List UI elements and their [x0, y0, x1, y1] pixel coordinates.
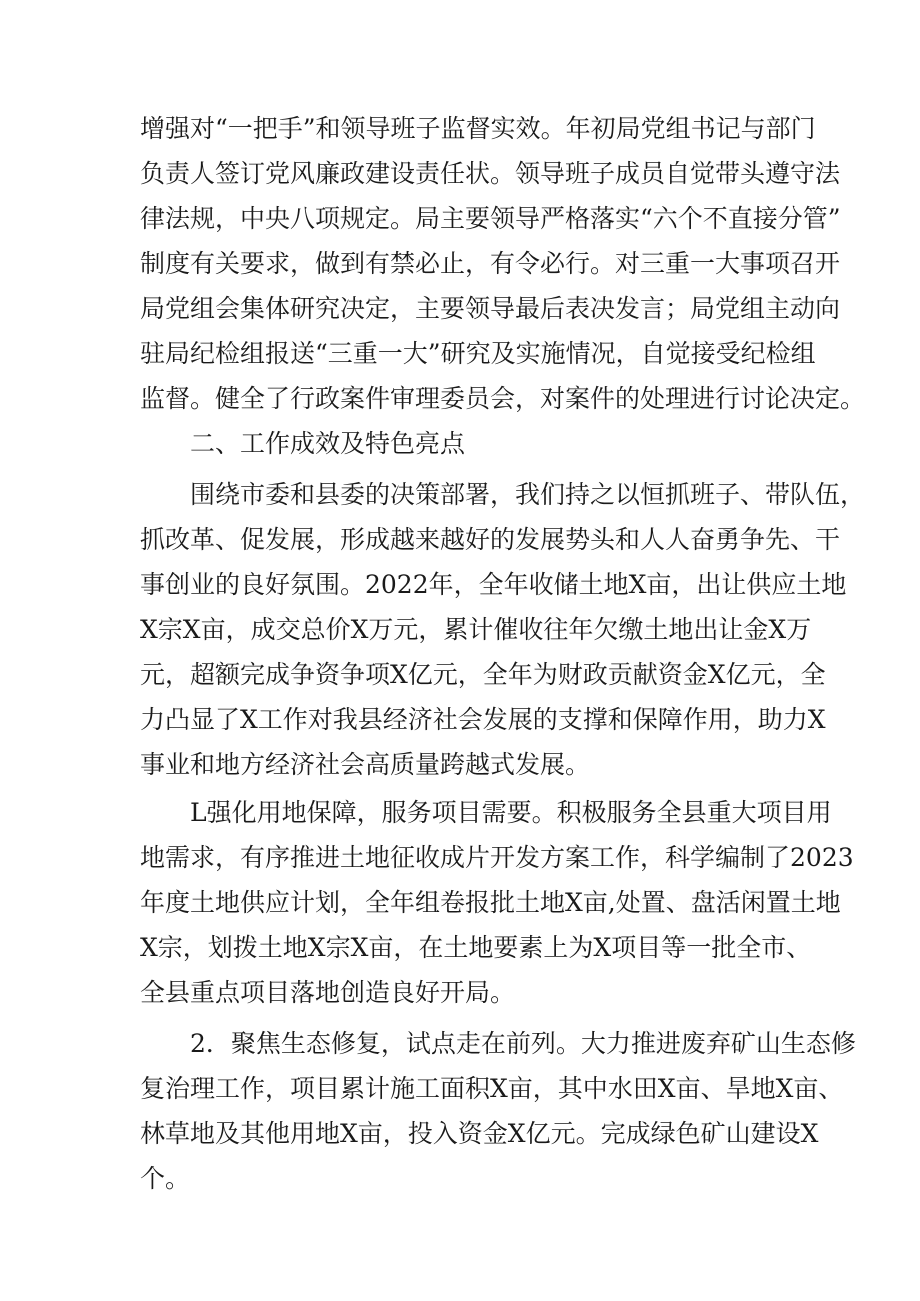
paragraph-2-line: 围绕市委和县委的决策部署，我们持之以恒抓班子、带队伍， — [190, 480, 866, 509]
paragraph-1-line: 制度有关要求，做到有禁必止，有令必行。对三重一大事项召开 — [140, 249, 841, 278]
paragraph-2-line: 元，超额完成争资争项X亿元，全年为财政贡献资金X亿元，全 — [140, 660, 826, 689]
paragraph-1-line: 局党组会集体研究决定，主要领导最后表决发言；局党组主动向 — [140, 294, 841, 323]
section-heading: 二、工作成效及特色亮点 — [190, 429, 466, 458]
paragraph-4-line: 个。 — [140, 1164, 191, 1193]
paragraph-3-line: 地需求，有序推进土地征收成片开发方案工作，科学编制了2023 — [140, 843, 854, 872]
paragraph-4-line: 林草地及其他用地X亩，投入资金X亿元。完成绿色矿山建设X — [140, 1119, 819, 1148]
paragraph-1-line: 律法规，中央八项规定。局主要领导严格落实“六个不直接分管” — [140, 204, 841, 233]
paragraph-1-line: 负责人签订党风廉政建设责任状。领导班子成员自觉带头遵守法 — [140, 159, 841, 188]
paragraph-3-line: 年度土地供应计划，全年组卷报批土地X亩,处置、盘活闲置土地 — [140, 888, 841, 917]
paragraph-3-line: X宗，划拨土地X宗X亩，在土地要素上为X项目等一批全市、 — [140, 933, 812, 962]
paragraph-4-line: 复治理工作，项目累计施工面积X亩，其中水田X亩、旱地X亩、 — [140, 1074, 844, 1103]
paragraph-1-line: 监督。健全了行政案件审理委员会，对案件的处理进行讨论决定。 — [140, 384, 866, 413]
paragraph-4-line: 2．聚焦生态修复，试点走在前列。大力推进废弃矿山生态修 — [190, 1029, 856, 1058]
paragraph-2-line: 抓改革、促发展，形成越来越好的发展势头和人人奋勇争先、干 — [140, 525, 841, 554]
paragraph-3-line: 全县重点项目落地创造良好开局。 — [140, 978, 516, 1007]
paragraph-1-line: 驻局纪检组报送“三重一大”研究及实施情况，自觉接受纪检组 — [140, 339, 816, 368]
paragraph-2-line: 事创业的良好氛围。2022年，全年收储土地X亩，出让供应土地 — [140, 570, 847, 599]
paragraph-3-line: L强化用地保障，服务项目需要。积极服务全县重大项目用 — [190, 798, 832, 827]
paragraph-1-line: 增强对“一把手”和领导班子监督实效。年初局党组书记与部门 — [140, 114, 816, 143]
paragraph-2-line: 事业和地方经济社会高质量跨越式发展。 — [140, 750, 591, 779]
paragraph-2-line: 力凸显了X工作对我县经济社会发展的支撑和保障作用，助力X — [140, 705, 826, 734]
paragraph-2-line: X宗X亩，成交总价X万元，累计催收往年欠缴土地出让金X万 — [140, 615, 812, 644]
